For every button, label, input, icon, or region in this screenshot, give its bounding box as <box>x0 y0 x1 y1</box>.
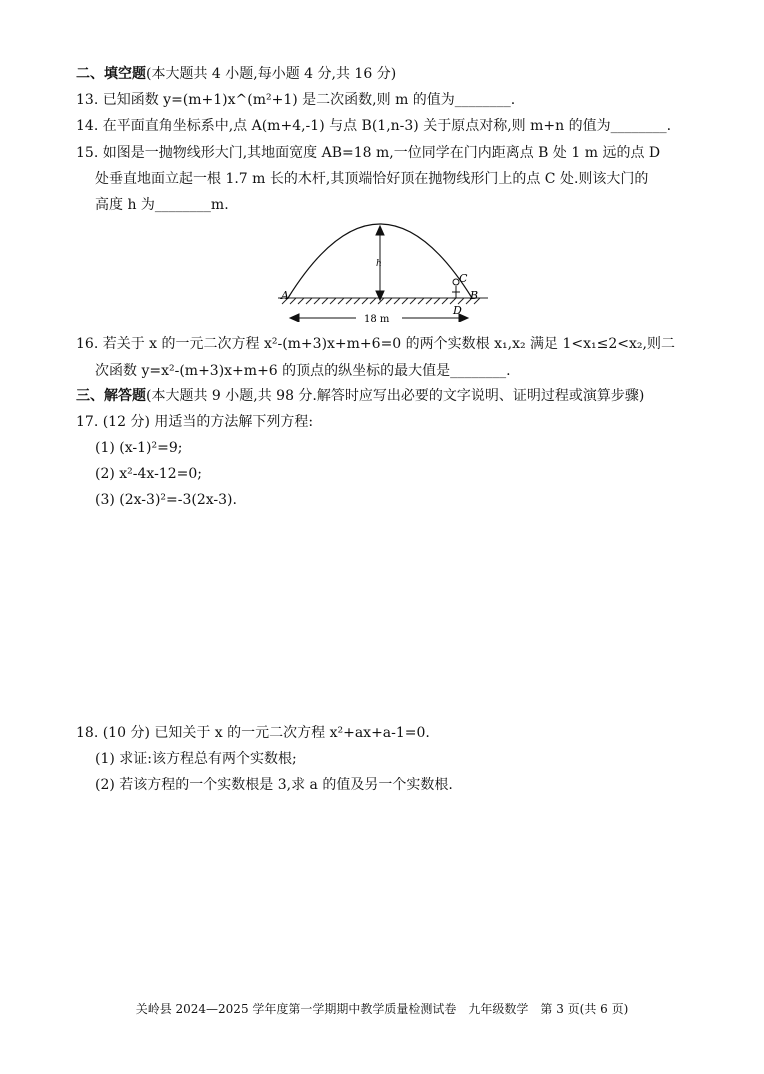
label-d: D <box>453 304 462 317</box>
section2-note: (本大题共 4 小题,每小题 4 分,共 16 分) <box>146 66 397 82</box>
section3-title: 三、解答题 <box>76 388 146 404</box>
question-18-stem: 18. (10 分) 已知关于 x 的一元二次方程 x²+ax+a-1=0. <box>76 725 430 741</box>
question-16-line2: 次函数 y=x²-(m+3)x+m+6 的顶点的纵坐标的最大值是________. <box>95 363 511 379</box>
label-c: C <box>459 272 468 285</box>
question-15-line2: 处垂直地面立起一根 1.7 m 长的木杆,其顶端恰好顶在抛物线形门上的点 C 处.则该大门的 <box>95 171 649 187</box>
label-h: h <box>376 259 382 269</box>
section2-title: 二、填空题 <box>76 66 146 82</box>
question-17-stem: 17. (12 分) 用适当的方法解下列方程: <box>76 414 314 430</box>
question-17-part3: (3) (2x-3)²=-3(2x-3). <box>95 492 237 508</box>
question-18-part1: (1) 求证:该方程总有两个实数根; <box>95 751 297 767</box>
section3-heading <box>76 386 644 406</box>
section2-heading <box>76 64 396 84</box>
label-width: 18 m <box>364 314 390 322</box>
page-footer: 关岭县 2024—2025 学年度第一学期期中教学质量检测试卷 九年级数学 第 3 页(共 6 页) <box>135 1002 629 1016</box>
section3-note: (本大题共 9 小题,共 98 分.解答时应写出必要的文字说明、证明过程或演算步骤) <box>146 388 645 404</box>
label-b: B <box>470 289 479 302</box>
question-13: 13. 已知函数 y=(m+1)x^(m²+1) 是二次函数,则 m 的值为________. <box>76 92 516 108</box>
question-15-line3: 高度 h 为________m. <box>95 197 229 213</box>
question-18-part2: (2) 若该方程的一个实数根是 3,求 a 的值及另一个实数根. <box>95 777 453 793</box>
question-15-line1: 15. 如图是一抛物线形大门,其地面宽度 AB=18 m,一位同学在门内距离点 B 处 1 m 远的点 D <box>76 145 661 161</box>
question-17-part1: (1) (x-1)²=9; <box>95 440 183 456</box>
question-14: 14. 在平面直角坐标系中,点 A(m+4,-1) 与点 B(1,n-3) 关于原点对称,则 m+n 的值为________. <box>76 118 672 134</box>
parabola-gate-figure <box>0 222 764 322</box>
question-17-part2: (2) x²-4x-12=0; <box>95 466 202 482</box>
question-16-line1: 16. 若关于 x 的一元二次方程 x²-(m+3)x+m+6=0 的两个实数根 x₁,x₂ 满足 1<x₁≤2<x₂,则二 <box>76 336 675 352</box>
label-a: A <box>281 289 289 302</box>
